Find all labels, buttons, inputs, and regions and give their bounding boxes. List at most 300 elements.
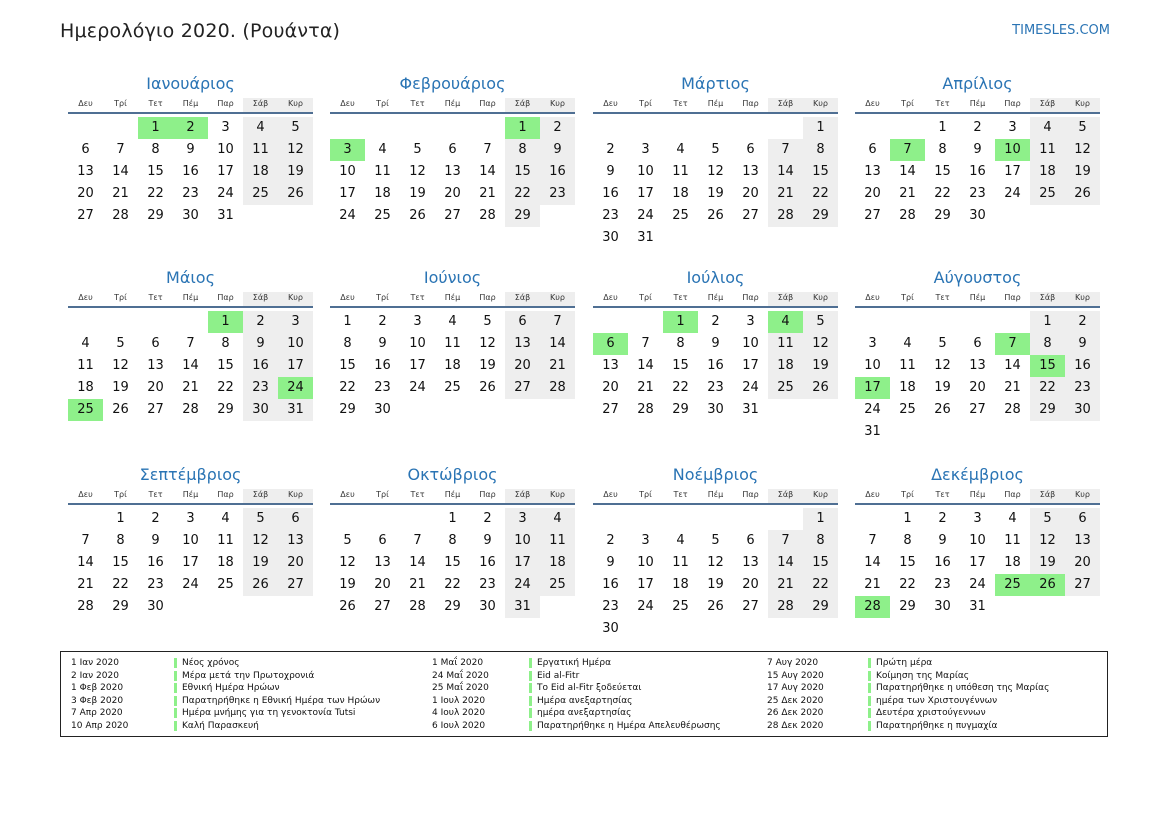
empty-cell <box>243 205 278 227</box>
weekday-label: Κυρ <box>540 98 575 112</box>
day-cell: 21 <box>182 380 199 395</box>
week-row <box>68 139 313 161</box>
weekend-day: 7 <box>768 139 803 161</box>
weekday-header <box>68 292 313 308</box>
holiday-day: 26 <box>1030 574 1065 596</box>
holiday-day: 10 <box>995 139 1030 161</box>
empty-cell <box>855 508 890 530</box>
day-cell: 18 <box>672 577 689 592</box>
weekday-label: Παρ <box>479 99 496 108</box>
week-row <box>855 355 1100 377</box>
weekend-day: 16 <box>540 161 575 183</box>
week-row <box>855 161 1100 183</box>
weekend-day: 11 <box>768 333 803 355</box>
holiday-name: Νέος χρόνος <box>174 658 239 668</box>
week-row <box>855 183 1100 205</box>
day-cell: 3 <box>746 314 755 329</box>
weekday-label: Τρί <box>114 490 127 499</box>
empty-cell <box>400 399 435 421</box>
weekday-label: Σάβ <box>505 489 540 503</box>
weekend-day: 22 <box>803 574 838 596</box>
weekday-label: Τετ <box>148 293 163 302</box>
day-cell: 4 <box>903 336 912 351</box>
weekday-label: Σάβ <box>243 292 278 306</box>
weekday-header <box>593 98 838 114</box>
day-cell: 16 <box>479 555 496 570</box>
holiday-day: 28 <box>855 596 890 618</box>
holiday-date: 28 Δεκ 2020 <box>767 720 824 731</box>
day-cell: 28 <box>637 402 654 417</box>
day-cell: 8 <box>116 533 125 548</box>
day-cell: 31 <box>637 230 654 245</box>
day-cell: 8 <box>448 533 457 548</box>
holiday-day: 17 <box>855 377 890 399</box>
empty-cell <box>890 311 925 333</box>
weekend-day: 2 <box>243 311 278 333</box>
empty-cell <box>1030 205 1065 227</box>
weekend-day: 27 <box>1065 574 1100 596</box>
day-cell: 18 <box>1004 555 1021 570</box>
day-cell: 12 <box>707 555 724 570</box>
weekday-label: Δευ <box>340 293 355 302</box>
week-row <box>855 205 1100 227</box>
weekday-label: Δευ <box>865 490 880 499</box>
weekday-label: Δευ <box>78 490 93 499</box>
day-cell: 11 <box>899 358 916 373</box>
empty-cell <box>1065 421 1100 443</box>
weekend-day: 10 <box>505 530 540 552</box>
week-row <box>593 139 838 161</box>
empty-cell <box>890 421 925 443</box>
weekday-label: Κυρ <box>540 292 575 306</box>
day-cell: 6 <box>973 336 982 351</box>
day-cell: 14 <box>637 358 654 373</box>
empty-cell <box>1065 596 1100 618</box>
day-cell: 7 <box>116 142 125 157</box>
day-cell: 2 <box>606 142 615 157</box>
empty-cell <box>995 596 1030 618</box>
empty-cell <box>995 421 1030 443</box>
month-name: Δεκέμβριος <box>931 465 1024 484</box>
week-row <box>330 117 575 139</box>
holiday-date: 1 Ιουλ 2020 <box>432 695 486 706</box>
day-cell: 3 <box>413 314 422 329</box>
empty-cell <box>1065 205 1100 227</box>
day-cell: 25 <box>217 577 234 592</box>
day-cell: 5 <box>938 336 947 351</box>
day-cell: 28 <box>182 402 199 417</box>
empty-cell <box>733 618 768 640</box>
week-row <box>593 117 838 139</box>
holiday-day: 3 <box>330 139 365 161</box>
month-name: Φεβρουάριος <box>399 74 506 93</box>
holiday-entry <box>767 720 1097 733</box>
weekend-day: 22 <box>1030 377 1065 399</box>
weekday-label: Παρ <box>217 490 234 499</box>
day-cell: 25 <box>672 208 689 223</box>
day-cell: 1 <box>448 511 457 526</box>
day-cell: 29 <box>217 402 234 417</box>
holiday-date: 6 Ιουλ 2020 <box>432 720 486 731</box>
day-cell: 10 <box>742 336 759 351</box>
day-cell: 19 <box>479 358 496 373</box>
weekend-day: 22 <box>505 183 540 205</box>
empty-cell <box>768 227 803 249</box>
day-cell: 18 <box>77 380 94 395</box>
day-cell: 2 <box>938 511 947 526</box>
day-cell: 14 <box>409 555 426 570</box>
weekend-day: 16 <box>1065 355 1100 377</box>
weekday-label: Σάβ <box>768 98 803 112</box>
day-cell: 22 <box>672 380 689 395</box>
day-cell: 3 <box>1008 120 1017 135</box>
empty-cell <box>138 311 173 333</box>
weekend-day: 8 <box>505 139 540 161</box>
week-row <box>68 377 313 399</box>
empty-cell <box>330 117 365 139</box>
day-cell: 13 <box>742 555 759 570</box>
empty-cell <box>593 508 628 530</box>
day-cell: 25 <box>444 380 461 395</box>
weekend-day: 19 <box>803 355 838 377</box>
day-cell: 20 <box>742 186 759 201</box>
day-cell: 28 <box>409 599 426 614</box>
day-cell: 3 <box>641 533 650 548</box>
day-cell: 24 <box>182 577 199 592</box>
weekday-label: Σάβ <box>1030 292 1065 306</box>
day-cell: 17 <box>637 577 654 592</box>
weekend-day: 25 <box>243 183 278 205</box>
weekend-day: 14 <box>540 333 575 355</box>
week-row <box>68 596 313 618</box>
day-cell: 17 <box>409 358 426 373</box>
day-cell: 20 <box>969 380 986 395</box>
day-cell: 8 <box>151 142 160 157</box>
day-cell: 19 <box>339 577 356 592</box>
weekday-label: Πέμ <box>182 490 199 499</box>
day-cell: 21 <box>479 186 496 201</box>
empty-cell <box>365 508 400 530</box>
weekday-label: Τετ <box>410 490 425 499</box>
empty-cell <box>663 618 698 640</box>
day-cell: 1 <box>116 511 125 526</box>
week-row <box>330 552 575 574</box>
empty-cell <box>995 205 1030 227</box>
weekend-day: 23 <box>540 183 575 205</box>
empty-cell <box>803 227 838 249</box>
empty-cell <box>803 399 838 421</box>
empty-cell <box>698 117 733 139</box>
holiday-name: Κοίμηση της Μαρίας <box>868 671 969 681</box>
week-row <box>855 530 1100 552</box>
weekend-day: 11 <box>1030 139 1065 161</box>
weekday-label: Πέμ <box>182 99 199 108</box>
week-row <box>593 333 838 355</box>
day-cell: 6 <box>81 142 90 157</box>
day-cell: 2 <box>711 314 720 329</box>
holiday-date: 7 Απρ 2020 <box>71 708 123 719</box>
week-row <box>330 377 575 399</box>
day-cell: 22 <box>934 186 951 201</box>
day-cell: 2 <box>483 511 492 526</box>
weekend-day: 8 <box>803 139 838 161</box>
month-name: Σεπτέμβριος <box>139 465 242 484</box>
day-cell: 10 <box>182 533 199 548</box>
week-row <box>855 377 1100 399</box>
holiday-name: Eid al-Fitr <box>529 671 579 681</box>
holiday-date: 2 Ιαν 2020 <box>71 670 119 681</box>
empty-cell <box>663 508 698 530</box>
week-row <box>68 355 313 377</box>
day-cell: 6 <box>746 142 755 157</box>
weekday-label: Κυρ <box>278 98 313 112</box>
day-cell: 2 <box>973 120 982 135</box>
weekday-label: Πέμ <box>969 490 986 499</box>
day-cell: 10 <box>217 142 234 157</box>
holiday-date: 3 Φεβ 2020 <box>71 695 124 706</box>
week-row <box>68 530 313 552</box>
day-cell: 22 <box>899 577 916 592</box>
empty-cell <box>768 399 803 421</box>
week-row <box>593 183 838 205</box>
day-cell: 3 <box>973 511 982 526</box>
day-cell: 3 <box>868 336 877 351</box>
day-cell: 29 <box>112 599 129 614</box>
day-cell: 11 <box>77 358 94 373</box>
day-cell: 26 <box>339 599 356 614</box>
weekend-day: 25 <box>540 574 575 596</box>
weekend-day: 17 <box>505 552 540 574</box>
holiday-date: 1 Φεβ 2020 <box>71 683 124 694</box>
holiday-date: 10 Απρ 2020 <box>71 720 129 731</box>
month-calendar <box>68 74 313 227</box>
empty-cell <box>278 205 313 227</box>
day-cell: 5 <box>413 142 422 157</box>
day-cell: 14 <box>112 164 129 179</box>
weekday-label: Τρί <box>901 99 914 108</box>
holiday-date: 7 Αυγ 2020 <box>767 658 819 668</box>
weekday-label: Τρί <box>376 99 389 108</box>
day-cell: 25 <box>899 402 916 417</box>
day-cell: 24 <box>864 402 881 417</box>
day-cell: 4 <box>221 511 230 526</box>
day-cell: 23 <box>602 599 619 614</box>
holiday-name: Εργατική Ημέρα <box>529 658 611 668</box>
weekend-day: 11 <box>540 530 575 552</box>
day-cell: 26 <box>112 402 129 417</box>
week-row <box>330 596 575 618</box>
day-cell: 19 <box>707 577 724 592</box>
weekend-day: 10 <box>278 333 313 355</box>
empty-cell <box>995 311 1030 333</box>
empty-cell <box>663 117 698 139</box>
holiday-entry <box>767 670 1097 683</box>
weekday-label: Παρ <box>1004 293 1021 302</box>
month-name: Μάιος <box>166 268 215 287</box>
empty-cell <box>925 421 960 443</box>
day-cell: 6 <box>378 533 387 548</box>
day-cell: 31 <box>969 599 986 614</box>
weekend-day: 14 <box>768 161 803 183</box>
weekday-label: Κυρ <box>1065 292 1100 306</box>
weekend-day: 12 <box>278 139 313 161</box>
empty-cell <box>733 117 768 139</box>
day-cell: 21 <box>899 186 916 201</box>
day-cell: 6 <box>746 533 755 548</box>
day-cell: 21 <box>77 577 94 592</box>
empty-cell <box>540 205 575 227</box>
day-cell: 21 <box>637 380 654 395</box>
day-cell: 21 <box>112 186 129 201</box>
holiday-day: 15 <box>1030 355 1065 377</box>
weekend-day: 26 <box>803 377 838 399</box>
holiday-name: Παρατηρήθηκε η υπόθεση της Μαρίας <box>868 683 1049 693</box>
empty-cell <box>540 596 575 618</box>
weekday-header <box>68 489 313 505</box>
week-row <box>330 333 575 355</box>
empty-cell <box>698 227 733 249</box>
week-row <box>855 574 1100 596</box>
day-cell: 13 <box>374 555 391 570</box>
weekend-day: 6 <box>278 508 313 530</box>
weekday-header <box>68 98 313 114</box>
weekday-header <box>330 489 575 505</box>
empty-cell <box>173 596 208 618</box>
empty-cell <box>733 227 768 249</box>
day-cell: 16 <box>934 555 951 570</box>
weekday-label: Τετ <box>673 490 688 499</box>
day-cell: 10 <box>637 555 654 570</box>
holiday-name: ημέρα ανεξαρτησίας <box>529 708 631 718</box>
day-cell: 29 <box>672 402 689 417</box>
day-cell: 7 <box>81 533 90 548</box>
weekend-day: 26 <box>278 183 313 205</box>
weekday-label: Σάβ <box>1030 489 1065 503</box>
holiday-entry <box>71 695 401 708</box>
holiday-name: Ημέρα ανεξαρτησίας <box>529 696 632 706</box>
weekend-day: 5 <box>1065 117 1100 139</box>
day-cell: 9 <box>938 533 947 548</box>
month-name: Απρίλιος <box>942 74 1013 93</box>
day-cell: 1 <box>938 120 947 135</box>
empty-cell <box>593 311 628 333</box>
empty-cell <box>435 399 470 421</box>
empty-cell <box>855 311 890 333</box>
weekday-label: Τρί <box>376 490 389 499</box>
day-cell: 15 <box>339 358 356 373</box>
weekday-header <box>855 292 1100 308</box>
week-row <box>330 355 575 377</box>
day-cell: 9 <box>186 142 195 157</box>
weekday-label: Παρ <box>742 293 759 302</box>
day-cell: 6 <box>448 142 457 157</box>
page-title: Ημερολόγιο 2020. (Ρουάντα) <box>60 20 341 42</box>
weekend-day: 19 <box>1065 161 1100 183</box>
holiday-day: 7 <box>890 139 925 161</box>
day-cell: 16 <box>147 555 164 570</box>
day-cell: 13 <box>742 164 759 179</box>
weekday-label: Σάβ <box>768 489 803 503</box>
weekday-label: Τρί <box>114 99 127 108</box>
week-row <box>68 311 313 333</box>
month-calendar <box>593 465 838 640</box>
day-cell: 20 <box>147 380 164 395</box>
day-cell: 30 <box>707 402 724 417</box>
day-cell: 20 <box>444 186 461 201</box>
empty-cell <box>1030 596 1065 618</box>
day-cell: 19 <box>112 380 129 395</box>
weekend-day: 12 <box>1030 530 1065 552</box>
holiday-date: 25 Μαΐ 2020 <box>432 683 489 694</box>
day-cell: 31 <box>864 424 881 439</box>
day-cell: 6 <box>151 336 160 351</box>
week-row <box>593 161 838 183</box>
weekday-label: Παρ <box>479 293 496 302</box>
week-row <box>593 227 838 249</box>
day-cell: 4 <box>81 336 90 351</box>
weekend-day: 13 <box>505 333 540 355</box>
holiday-date: 24 Μαΐ 2020 <box>432 670 489 681</box>
weekday-label: Τρί <box>639 293 652 302</box>
weekday-label: Παρ <box>742 99 759 108</box>
empty-cell <box>68 311 103 333</box>
day-cell: 2 <box>378 314 387 329</box>
empty-cell <box>628 311 663 333</box>
week-row <box>855 117 1100 139</box>
holiday-day: 1 <box>138 117 173 139</box>
week-row <box>330 399 575 421</box>
holiday-name: Μέρα μετά την Πρωτοχρονιά <box>174 671 314 681</box>
day-cell: 27 <box>864 208 881 223</box>
month-calendar <box>330 74 575 227</box>
weekday-label: Πέμ <box>182 293 199 302</box>
week-row <box>68 574 313 596</box>
weekend-day: 29 <box>803 205 838 227</box>
weekend-day: 27 <box>278 574 313 596</box>
empty-cell <box>663 227 698 249</box>
day-cell: 24 <box>409 380 426 395</box>
weekend-day: 7 <box>768 530 803 552</box>
day-cell: 13 <box>864 164 881 179</box>
empty-cell <box>960 311 995 333</box>
weekday-label: Παρ <box>1004 99 1021 108</box>
day-cell: 30 <box>602 621 619 636</box>
holiday-entry <box>432 657 762 670</box>
week-row <box>330 508 575 530</box>
weekday-label: Κυρ <box>1065 98 1100 112</box>
weekend-day: 1 <box>803 117 838 139</box>
weekend-day: 5 <box>1030 508 1065 530</box>
month-name: Ιούνιος <box>423 268 482 287</box>
weekend-day: 11 <box>243 139 278 161</box>
day-cell: 24 <box>1004 186 1021 201</box>
day-cell: 16 <box>707 358 724 373</box>
holiday-name: Δευτέρα χριστούγεννων <box>868 708 986 718</box>
day-cell: 7 <box>641 336 650 351</box>
week-row <box>593 311 838 333</box>
empty-cell <box>768 508 803 530</box>
week-row <box>68 205 313 227</box>
day-cell: 12 <box>112 358 129 373</box>
day-cell: 22 <box>217 380 234 395</box>
week-row <box>593 530 838 552</box>
day-cell: 9 <box>483 533 492 548</box>
site-link[interactable]: TIMESLES.COM <box>1012 23 1110 38</box>
day-cell: 17 <box>1004 164 1021 179</box>
weekend-day: 29 <box>1030 399 1065 421</box>
empty-cell <box>960 421 995 443</box>
holiday-entry <box>71 707 401 720</box>
